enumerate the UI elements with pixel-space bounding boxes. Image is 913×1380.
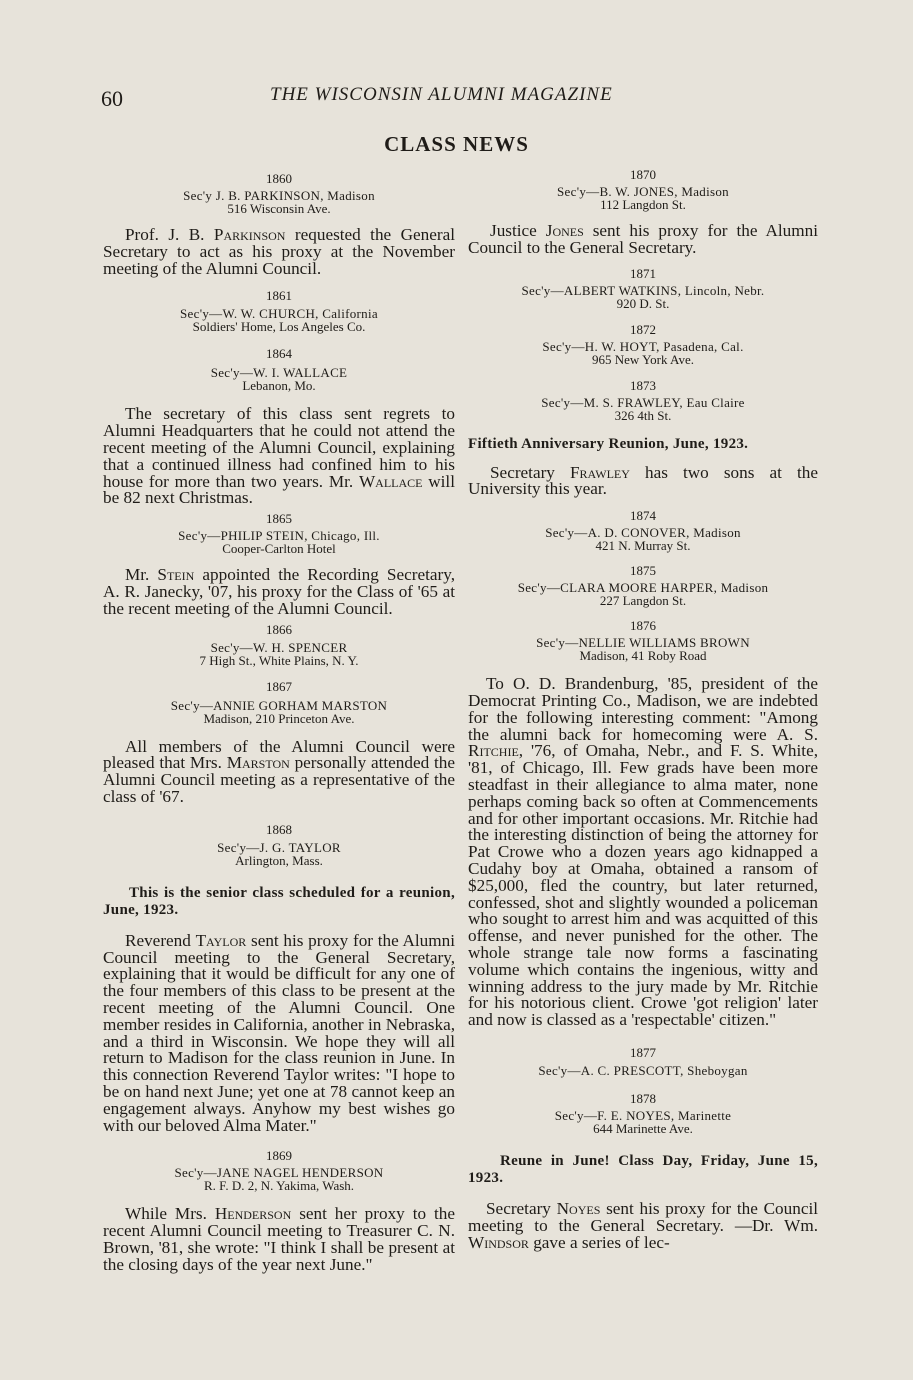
class-year-1866: 1866 [266, 621, 292, 637]
section-title: CLASS NEWS [384, 132, 529, 156]
running-head: THE WISCONSIN ALUMNI MAGAZINE [270, 84, 613, 105]
class-note-1870: Justice Jones sent his proxy for the Alumni Council to the General Secretary. [468, 221, 819, 257]
class-note-1864: The secretary of this class sent regrets to Alumni Headquarters that he could not attend the recent meeting of the Alumni Council, explaining that a continued illness had confined him to his house for more than two years. Mr. Wallace will be 82 next Christmas. [103, 404, 455, 508]
secretary-address: Cooper-Carlton Hotel [222, 541, 336, 557]
secretary-address: 112 Langdon St. [600, 197, 686, 212]
secretary-line: Sec'y—M. S. FRAWLEY, Eau Claire [541, 394, 745, 410]
secretary-line: Sec'y—F. E. NOYES, Marinette [554, 1107, 732, 1123]
secretary-line: Sec'y—NELLIE WILLIAMS BROWN [536, 635, 750, 651]
class-year-1878: 1878 [630, 1090, 656, 1106]
class-year-1872: 1872 [630, 321, 656, 337]
secretary-line: Sec'y—ALBERT WATKINS, Lincoln, Nebr. [521, 282, 765, 298]
reunion-headline-1868: This is the senior class scheduled for a reunion, June, 1923. [103, 884, 455, 918]
secretary-address: 920 D. St. [616, 295, 670, 311]
class-year-1874: 1874 [630, 508, 656, 524]
class-year-1861: 1861 [266, 288, 292, 304]
secretary-line: Sec'y—H. W. HOYT, Pasadena, Cal. [542, 338, 744, 354]
secretary-address: 326 4th St. [614, 407, 672, 423]
class-year-1877: 1877 [630, 1044, 656, 1060]
reunion-headline-1878: Reune in June! Class Day, Friday, June 15, 1923. [468, 1152, 818, 1186]
secretary-line: Sec'y—J. G. TAYLOR [217, 839, 341, 855]
secretary-line: Sec'y—W. W. CHURCH, California [180, 306, 378, 322]
class-note-1867: All members of the Alumni Council were pleased that Mrs. Marston personally attended the Alumni Council meeting as a representative of the class of '67. [103, 736, 455, 806]
class-year-1869: 1869 [266, 1148, 292, 1164]
class-year-1871: 1871 [630, 265, 656, 281]
secretary-line: Sec'y—A. D. CONOVER, Madison [545, 525, 741, 541]
secretary-line: Sec'y—JANE NAGEL HENDERSON [174, 1165, 384, 1181]
class-note-1868: Reverend Taylor sent his proxy for the Alumni Council meeting to the General Secretary, explaining that it would be difficult for any one of the four members of this class to be present at the recent meeting of the Alumni Council. One member resides in California, another in Nebraska, and a third in Wisconsin. We hope they will all return to Madison for the class reunion in June. In this connection Reverend Taylor writes: "I hope to be on hand next June; yet one at 78 cannot keep an engagement always. Anyhow my best wishes go with our beloved Alma Mater." [103, 930, 455, 1135]
secretary-address: 421 N. Murray St. [595, 538, 691, 554]
page-number: 60 [101, 86, 123, 111]
left-column [103, 166, 455, 1280]
class-year-1860: 1860 [266, 171, 292, 186]
class-year-1876: 1876 [630, 618, 656, 634]
secretary-line: Sec'y—CLARA MOORE HARPER, Madison [517, 580, 769, 596]
secretary-address: Arlington, Mass. [235, 852, 323, 868]
class-note-1865: Mr. Stein appointed the Recording Secretary, A. R. Janecky, '07, his proxy for the Class of '65 at the recent meeting of the Alumni Council. [103, 565, 455, 618]
secretary-address: Lebanon, Mo. [242, 378, 316, 394]
class-note-1873: Secretary Frawley has two sons at the University this year. [468, 462, 818, 499]
secretary-line: Sec'y—W. I. WALLACE [210, 365, 348, 381]
class-year-1868: 1868 [266, 821, 292, 837]
secretary-address: 7 High St., White Plains, N. Y. [199, 652, 359, 668]
secretary-address: R. F. D. 2, N. Yakima, Wash. [203, 1178, 355, 1194]
secretary-address: 227 Langdon St. [599, 593, 687, 609]
secretary-address: Soldiers' Home, Los Angeles Co. [192, 319, 366, 335]
class-note-1876: To O. D. Brandenburg, '85, president of the Democrat Printing Co., Madison, we are indebted for the following interesting comment: "Among the alumni back for homecoming were A. S. Ritchie, '76, of Omaha, Nebr., and F. S. White, '81, of Chicago, Ill. Few grads have been more steadfast in their allegiance to alma mater, none perhaps coming back so often at Commencements and for other important occasions. Mr. Ritchie had the interesting distinction of being the attorney for Pat Crowe who a dozen years ago kidnapped a Cudahy boy at Omaha, obtained a ransom of $25,000, fled the country, but later returned, confessed, shot and slightly wounded a policeman who sought to arrest him and was acquitted of this offense, and never punished for the other. The whole strange tale now forms a fascinating volume which contains the ingenious, witty and winning address to the jury made by Mr. Ritchie for his notorious client. Crowe 'got religion' later and now is classed as a 'respectable' citizen." [468, 674, 818, 1030]
secretary-line: Sec'y—A. C. PRESCOTT, Sheboygan [538, 1062, 748, 1078]
class-note-1878: Secretary Noyes sent his proxy for the Council meeting to the General Secretary. —Dr. Wm. Windsor gave a series of lec- [468, 1198, 819, 1252]
class-year-1867: 1867 [266, 678, 292, 694]
class-note-1869: While Mrs. Henderson sent her proxy to the recent Alumni Council meeting to Treasurer C. N. Brown, '81, she wrote: "I think I shall be present at the closing days of the year next June." [103, 1204, 455, 1274]
class-year-1864: 1864 [266, 346, 292, 362]
right-column [468, 162, 818, 1257]
secretary-address: 965 New York Ave. [592, 351, 694, 367]
secretary-address: Madison, 210 Princeton Ave. [203, 710, 355, 726]
secretary-address: 644 Marinette Ave. [593, 1120, 693, 1136]
secretary-line: Sec'y J. B. PARKINSON, Madison [183, 188, 375, 203]
reunion-headline-1873: Fiftieth Anniversary Reunion, June, 1923. [468, 435, 749, 452]
secretary-line: Sec'y—W. H. SPENCER [210, 639, 348, 655]
class-note-1860: Prof. J. B. Parkinson requested the General Secretary to act as his proxy at the November meeting of the Alumni Council. [103, 225, 455, 278]
secretary-line: Sec'y—B. W. JONES, Madison [557, 184, 729, 199]
secretary-line: Sec'y—PHILIP STEIN, Chicago, Ill. [178, 528, 380, 544]
secretary-line: Sec'y—ANNIE GORHAM MARSTON [170, 697, 388, 713]
class-year-1875: 1875 [630, 563, 656, 579]
class-year-1865: 1865 [266, 511, 292, 527]
secretary-address: Madison, 41 Roby Road [579, 648, 707, 664]
secretary-address: 516 Wisconsin Ave. [227, 201, 331, 216]
class-year-1873: 1873 [630, 377, 656, 393]
class-year-1870: 1870 [630, 167, 656, 182]
